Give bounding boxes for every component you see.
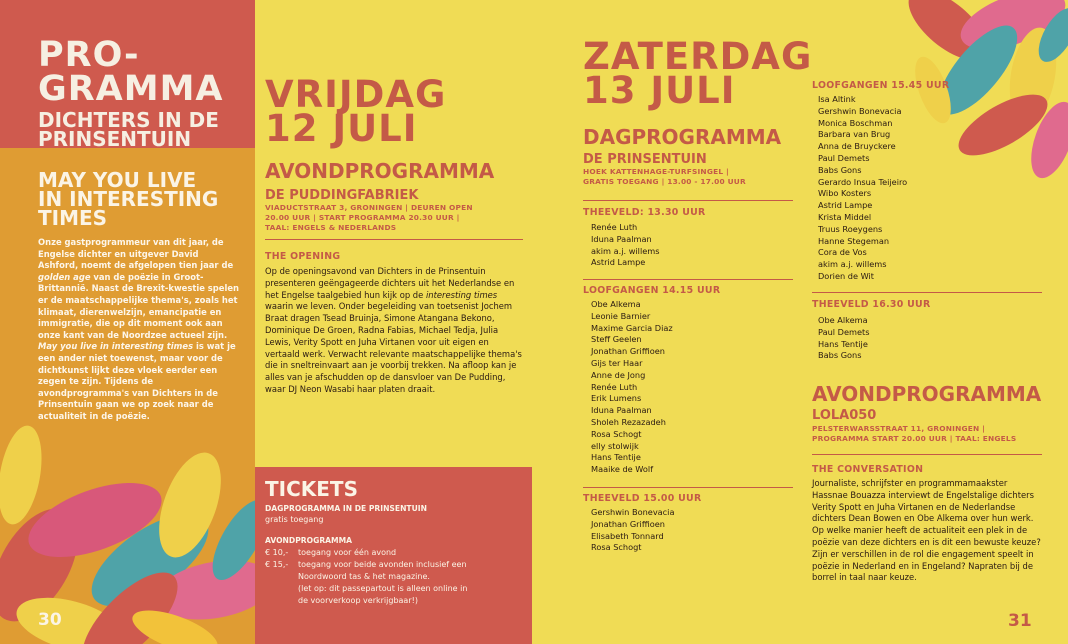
list-item: Astrid Lampe (818, 200, 873, 211)
list-item: elly stolwijk (591, 440, 639, 451)
tickets-box (255, 467, 532, 644)
divider (812, 454, 1042, 455)
list-item: Gerardo Insua Teijeiro (818, 176, 908, 187)
saturday-program-title: DAGPROGRAMMA (583, 125, 782, 149)
list-item: Maxime Garcia Diaz (591, 322, 673, 333)
list-item: akim a.j. willems (818, 259, 887, 270)
divider (812, 292, 1042, 293)
theeveld-1630-title: THEEVELD 16.30 UUR (812, 299, 931, 310)
page-number-left: 30 (38, 610, 62, 630)
friday-day-line-2: 12 JULI (265, 107, 418, 150)
ticket-note-line-2: de voorverkoop verkrijgbaar!) (298, 596, 418, 605)
list-item: Maaike de Wolf (591, 464, 654, 475)
list-item: Isa Altink (818, 94, 856, 104)
friday-program-title: AVONDPROGRAMMA (265, 159, 495, 183)
friday-section-title: THE OPENING (265, 251, 341, 262)
saturday-venue: DE PRINSENTUIN (583, 152, 707, 167)
loofgangen-1415-list (591, 299, 673, 476)
list-item: Erik Lumens (591, 393, 642, 404)
ticket-desc-2-line-1: toegang voor beide avonden inclusief een (298, 560, 467, 569)
saturday-evening-section-title: THE CONVERSATION (812, 464, 924, 475)
list-item: Gershwin Bonevacia (818, 105, 902, 116)
list-item: Sholeh Rezazadeh (591, 416, 666, 427)
list-item: Iduna Paalman (591, 405, 652, 416)
saturday-day-line-1: ZATERDAG (583, 35, 813, 78)
tickets-title: TICKETS (265, 477, 358, 501)
page-number-right: 31 (1008, 611, 1032, 631)
saturday-address-line-1: HOEK KATTENHAGE-TURFSINGEL | (583, 167, 729, 176)
list-item: Paul Demets (818, 152, 870, 163)
saturday-evening-address-line-1: PELSTERWARSSTRAAT 11, GRONINGEN | (812, 424, 986, 433)
list-item: Hanne Stegeman (818, 235, 890, 246)
saturday-address-line-2: GRATIS TOEGANG | 13.00 - 17.00 UUR (583, 177, 746, 186)
saturday-evening-address-line-2: PROGRAMMA START 20.00 UUR | TAAL: ENGELS (812, 434, 1017, 443)
list-item: Babs Gons (818, 350, 862, 361)
tickets-day-text: gratis toegang (265, 515, 324, 524)
friday-body-text: Op de openingsavond van Dichters in de Prinsentuin presenteren geëngageerde dichters uit het Nederlandse en het Engelse taalgebied hun kijk op de interesting times waarin we leven. Onder begeleiding van toetsenist Jochem Braat dragen Tsead Bruinja, Simone Atangana Bekono, Dominique De Groen, Radna Fabias, Michael Tedja, Julia Lewis, Verity Spott en Juha Virtanen voor uit eigen en vertaald werk. Verwacht relevante maatschappelijke thema's die in sneltreinvaart aan je voorbij trekken. Na afloop kan je alles van je afschudden op de dansvloer van De Pudding, waar DJ Neon Wasabi haar platen draait. (265, 266, 522, 394)
loofgangen-1415-title: LOOFGANGEN 14.15 UUR (583, 285, 721, 296)
saturday-evening-venue: LOLA050 (812, 408, 877, 423)
theeveld-1330-list (591, 222, 660, 269)
friday-address-line-3: TAAL: ENGELS & NEDERLANDS (265, 223, 397, 232)
list-item: Krista Middel (818, 211, 872, 222)
ticket-desc-1: toegang voor één avond (298, 548, 397, 557)
list-item: Elisabeth Tonnard (591, 530, 664, 541)
theeveld-1630-list (818, 315, 869, 362)
divider (583, 279, 793, 280)
list-item: Wibo Kosters (818, 188, 872, 199)
friday-venue: DE PUDDINGFABRIEK (265, 188, 419, 203)
list-item: Steff Geelen (591, 334, 642, 345)
list-item: Astrid Lampe (591, 257, 646, 268)
list-item: Jonathan Griffioen (591, 518, 665, 529)
list-item: Renée Luth (591, 222, 638, 232)
list-item: Rosa Schogt (591, 428, 642, 439)
friday-address-line-1: VIADUCTSTRAAT 3, GRONINGEN | DEUREN OPEN (265, 203, 473, 212)
list-item: Gijs ter Haar (591, 357, 643, 368)
divider (265, 239, 523, 240)
side-heading-line-2: IN INTERESTING (38, 187, 219, 211)
ticket-desc-2-line-2: Noordwoord tas & het magazine. (298, 572, 430, 581)
ticket-price-2: € 15,- (265, 560, 289, 569)
saturday-evening-program-title: AVONDPROGRAMMA (812, 382, 1042, 406)
divider (583, 200, 793, 201)
side-heading-line-3: TIMES (38, 206, 108, 230)
theeveld-1330-title: THEEVELD: 13.30 UUR (583, 207, 706, 218)
list-item: Gershwin Bonevacia (591, 507, 675, 517)
side-heading-line-1: MAY YOU LIVE (38, 168, 197, 192)
list-item: Babs Gons (818, 164, 862, 175)
list-item: Anna de Bruyckere (818, 141, 896, 152)
list-item: Paul Demets (818, 326, 870, 337)
list-item: Leonie Barnier (591, 310, 651, 321)
list-item: Rosa Schogt (591, 542, 642, 553)
subtitle-line-1: DICHTERS IN DE (38, 108, 219, 132)
list-item: Hans Tentije (591, 452, 641, 463)
saturday-evening-body-text: Journaliste, schrijfster en programmamaakster Hassnae Bouazza interviewt de Engelstalige dichters Verity Spott en Juha Virtanen en de Nederlandse dichters Dean Bowen en Obe Alkema over hun werk. Op welke manier heeft de actualiteit een plek in de poëzie van deze dichters en is dit een bewuste keuze? Zijn er verschillen in de rol die engagement speelt in poëzie in Nederland en in Engeland? Napraten bij de borrel in taal naar keuze. (812, 478, 1041, 583)
list-item: Obe Alkema (818, 315, 868, 325)
friday-address-line-2: 20.00 UUR | START PROGRAMMA 20.30 UUR | (265, 213, 460, 222)
list-item: Iduna Paalman (591, 233, 652, 244)
theeveld-1500-title: THEEVELD 15.00 UUR (583, 493, 702, 504)
ticket-price-1: € 10,- (265, 548, 289, 557)
list-item: Barbara van Brug (818, 129, 891, 140)
left-column (0, 0, 255, 644)
divider (583, 487, 793, 488)
list-item: Obe Alkema (591, 299, 641, 309)
list-item: Truus Roeygens (818, 223, 883, 234)
list-item: Anne de Jong (591, 369, 646, 380)
list-item: Cora de Vos (818, 247, 867, 258)
list-item: Dorien de Wit (818, 270, 875, 281)
tickets-day-title: DAGPROGRAMMA IN DE PRINSENTUIN (265, 504, 427, 513)
subtitle-line-2: PRINSENTUIN (38, 127, 192, 151)
title-line-1: PRO- (38, 35, 140, 75)
saturday-day-line-2: 13 JULI (583, 69, 736, 112)
list-item: Jonathan Griffioen (591, 346, 665, 357)
theeveld-1500-list (591, 507, 674, 554)
tickets-evening-title: AVONDPROGRAMMA (265, 536, 353, 545)
list-item: Renée Luth (591, 381, 638, 392)
loofgangen-1545-list (818, 94, 907, 283)
list-item: Monica Boschman (818, 117, 893, 128)
side-body-text: Onze gastprogrammeur van dit jaar, de Engelse dichter en uitgever David Ashford, noemt de afgelopen tien jaar de golden age van de poëzie in Groot-Brittannië. Naast de Brexit-kwestie spelen er de maatschappelijke thema's, zoals het klimaat, dierenwelzijn, emancipatie en immigratie, die op dit moment ook aan onze kant van de Noordzee actueel zijn. May you live in interesting times is wat je een ander niet toewenst, maar voor de dichtkunst lijkt deze vloek eerder een zegen te zijn. Tijdens de avondprogramma's van Dichters in de Prinsentuin gaan we op zoek naar de actualiteit in de poëzie. (38, 237, 239, 421)
list-item: Hans Tentije (818, 338, 868, 349)
ticket-note-line-1: (let op: dit passepartout is alleen online in (298, 584, 468, 593)
loofgangen-1545-title: LOOFGANGEN 15.45 UUR (812, 80, 950, 91)
list-item: akim a.j. willems (591, 245, 660, 256)
title-line-2: GRAMMA (38, 69, 224, 109)
friday-day-line-1: VRIJDAG (265, 73, 447, 116)
